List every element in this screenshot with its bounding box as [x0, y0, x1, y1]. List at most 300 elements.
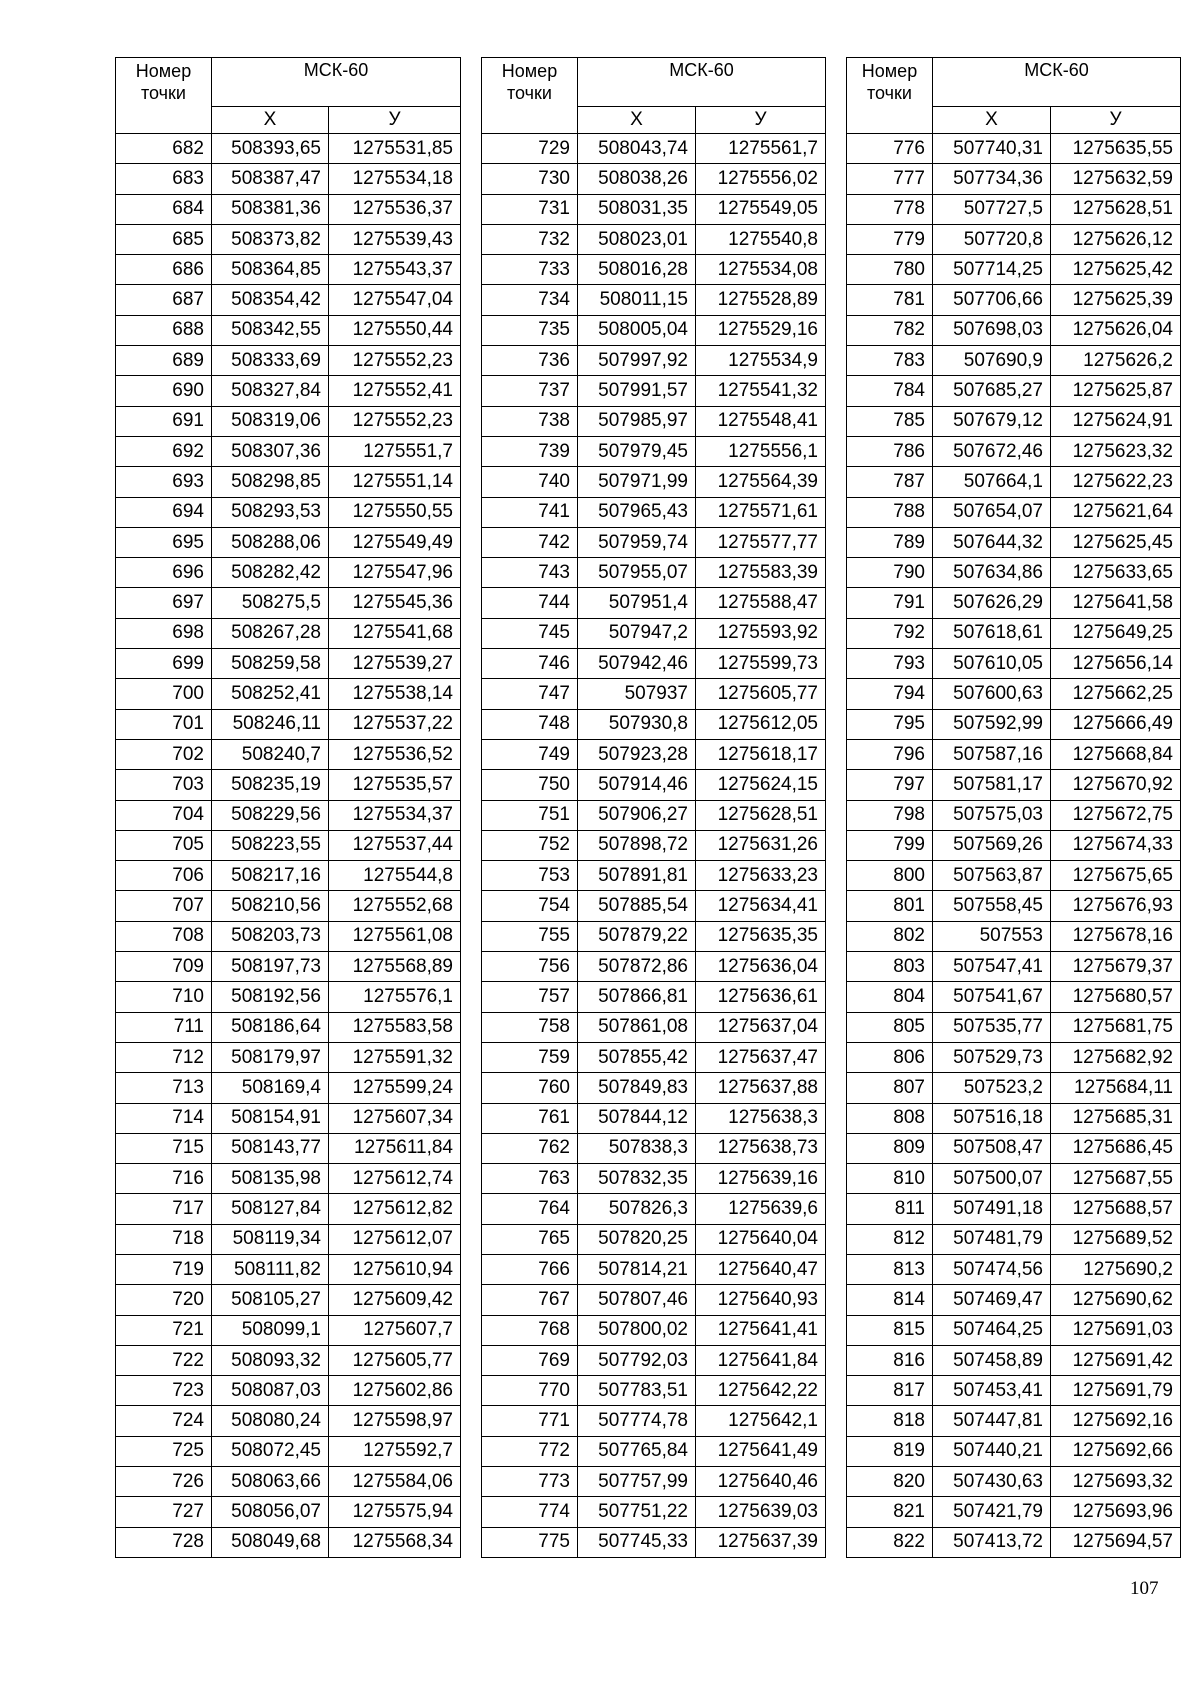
point-number-cell: 790: [847, 558, 933, 588]
y-coordinate-cell: 1275691,79: [1051, 1376, 1181, 1406]
point-number-cell: 731: [482, 194, 578, 224]
page-number: 107: [1130, 1578, 1159, 1599]
point-number-cell: 806: [847, 1042, 933, 1072]
point-number-cell: 689: [116, 346, 212, 376]
x-coordinate-cell: 507581,17: [933, 770, 1051, 800]
x-coordinate-cell: 508135,98: [212, 1164, 329, 1194]
table-row: [482, 527, 826, 557]
x-coordinate-cell: 508342,55: [212, 315, 329, 345]
point-number-cell: 821: [847, 1497, 933, 1527]
y-coordinate-cell: 1275534,08: [696, 255, 826, 285]
table-row: [116, 618, 461, 648]
y-coordinate-cell: 1275640,04: [696, 1224, 826, 1254]
y-coordinate-cell: 1275637,39: [696, 1527, 826, 1557]
point-number-cell: 711: [116, 1012, 212, 1042]
y-coordinate-cell: 1275541,68: [329, 618, 461, 648]
point-number-cell: 740: [482, 467, 578, 497]
y-coordinate-cell: 1275547,96: [329, 558, 461, 588]
x-coordinate-cell: 507523,2: [933, 1073, 1051, 1103]
y-coordinate-cell: 1275637,88: [696, 1073, 826, 1103]
coordinate-system-header: МСК-60: [933, 58, 1181, 107]
x-coordinate-cell: 508327,84: [212, 376, 329, 406]
y-coordinate-cell: 1275640,47: [696, 1254, 826, 1284]
point-number-cell: 754: [482, 891, 578, 921]
x-coordinate-cell: 508192,56: [212, 982, 329, 1012]
point-number-cell: 771: [482, 1406, 578, 1436]
table-row: [847, 1467, 1181, 1497]
point-number-cell: 795: [847, 709, 933, 739]
y-coordinate-cell: 1275556,02: [696, 164, 826, 194]
y-coordinate-cell: 1275684,11: [1051, 1073, 1181, 1103]
x-coordinate-cell: 507947,2: [578, 618, 696, 648]
y-coordinate-cell: 1275536,52: [329, 739, 461, 769]
point-number-cell: 722: [116, 1345, 212, 1375]
x-coordinate-cell: 507765,84: [578, 1436, 696, 1466]
y-coordinate-cell: 1275635,55: [1051, 134, 1181, 164]
x-coordinate-cell: 508364,85: [212, 255, 329, 285]
x-coordinate-cell: 507923,28: [578, 739, 696, 769]
x-coordinate-cell: 508016,28: [578, 255, 696, 285]
point-number-cell: 811: [847, 1194, 933, 1224]
x-coordinate-cell: 507745,33: [578, 1527, 696, 1557]
table-row: [847, 194, 1181, 224]
table-row: [482, 558, 826, 588]
point-number-cell: 750: [482, 770, 578, 800]
x-coordinate-cell: 508393,65: [212, 134, 329, 164]
table-row: [482, 1012, 826, 1042]
x-coordinate-cell: 507807,46: [578, 1285, 696, 1315]
table-row: [847, 1103, 1181, 1133]
x-coordinate-cell: 508217,16: [212, 861, 329, 891]
table-row: [116, 739, 461, 769]
x-coordinate-cell: 508197,73: [212, 952, 329, 982]
x-coordinate-cell: 507469,47: [933, 1285, 1051, 1315]
table-row: [116, 709, 461, 739]
table-row: [116, 1406, 461, 1436]
point-number-cell: 741: [482, 497, 578, 527]
x-coordinate-cell: 507569,26: [933, 830, 1051, 860]
y-coordinate-cell: 1275672,75: [1051, 800, 1181, 830]
y-coordinate-cell: 1275675,65: [1051, 861, 1181, 891]
y-coordinate-cell: 1275621,64: [1051, 497, 1181, 527]
x-coordinate-cell: 507714,25: [933, 255, 1051, 285]
point-number-cell: 700: [116, 679, 212, 709]
point-number-cell: 685: [116, 224, 212, 254]
point-number-cell: 769: [482, 1345, 578, 1375]
y-coordinate-cell: 1275641,41: [696, 1315, 826, 1345]
point-number-cell: 745: [482, 618, 578, 648]
table-row: [847, 679, 1181, 709]
point-number-cell: 800: [847, 861, 933, 891]
point-number-cell: 785: [847, 406, 933, 436]
point-number-cell: 691: [116, 406, 212, 436]
x-coordinate-cell: 508259,58: [212, 649, 329, 679]
x-coordinate-cell: 507690,9: [933, 346, 1051, 376]
x-coordinate-cell: 508119,34: [212, 1224, 329, 1254]
point-number-cell: 699: [116, 649, 212, 679]
y-coordinate-cell: 1275593,92: [696, 618, 826, 648]
x-coordinate-cell: 508282,42: [212, 558, 329, 588]
point-number-cell: 789: [847, 527, 933, 557]
point-number-cell: 813: [847, 1254, 933, 1284]
table-row: [847, 134, 1181, 164]
x-coordinate-cell: 507618,61: [933, 618, 1051, 648]
table-row: [116, 164, 461, 194]
x-coordinate-cell: 507458,89: [933, 1345, 1051, 1375]
point-number-cell: 697: [116, 588, 212, 618]
x-coordinate-cell: 507942,46: [578, 649, 696, 679]
y-coordinate-cell: 1275641,49: [696, 1436, 826, 1466]
x-coordinate-cell: 508252,41: [212, 679, 329, 709]
point-number-cell: 794: [847, 679, 933, 709]
table-row: [116, 134, 461, 164]
table-row: [847, 861, 1181, 891]
table-row: [482, 649, 826, 679]
point-number-cell: 765: [482, 1224, 578, 1254]
point-number-cell: 782: [847, 315, 933, 345]
y-coordinate-cell: 1275548,41: [696, 406, 826, 436]
point-number-cell: 733: [482, 255, 578, 285]
y-coordinate-cell: 1275642,22: [696, 1376, 826, 1406]
y-coordinate-cell: 1275607,34: [329, 1103, 461, 1133]
x-coordinate-cell: 507516,18: [933, 1103, 1051, 1133]
point-number-cell: 727: [116, 1497, 212, 1527]
table-row: [482, 1497, 826, 1527]
point-number-cell: 719: [116, 1254, 212, 1284]
table-row: [482, 618, 826, 648]
y-coordinate-cell: 1275538,14: [329, 679, 461, 709]
x-coordinate-cell: 507575,03: [933, 800, 1051, 830]
table-row: [847, 952, 1181, 982]
table-row: [482, 436, 826, 466]
x-coordinate-cell: 508127,84: [212, 1194, 329, 1224]
y-coordinate-cell: 1275576,1: [329, 982, 461, 1012]
point-number-cell: 798: [847, 800, 933, 830]
table-row: [116, 952, 461, 982]
header-row: [847, 58, 1181, 107]
table-row: [847, 406, 1181, 436]
x-coordinate-cell: 508298,85: [212, 467, 329, 497]
y-coordinate-cell: 1275633,23: [696, 861, 826, 891]
table-row: [482, 346, 826, 376]
table-header: [482, 58, 826, 134]
y-coordinate-cell: 1275609,42: [329, 1285, 461, 1315]
table-row: [116, 830, 461, 860]
point-number-cell: 814: [847, 1285, 933, 1315]
point-number-cell: 747: [482, 679, 578, 709]
table-row: [847, 891, 1181, 921]
point-number-header: Номер точки: [482, 58, 578, 134]
y-coordinate-cell: 1275639,6: [696, 1194, 826, 1224]
y-coordinate-cell: 1275561,08: [329, 921, 461, 951]
point-number-cell: 793: [847, 649, 933, 679]
table-row: [482, 285, 826, 315]
y-coordinate-cell: 1275628,51: [1051, 194, 1181, 224]
table-row: [482, 134, 826, 164]
x-coordinate-cell: 507634,86: [933, 558, 1051, 588]
point-number-cell: 728: [116, 1527, 212, 1557]
y-coordinate-cell: 1275536,37: [329, 194, 461, 224]
y-coordinate-cell: 1275680,57: [1051, 982, 1181, 1012]
table-row: [847, 1073, 1181, 1103]
table-row: [482, 194, 826, 224]
point-number-cell: 715: [116, 1133, 212, 1163]
x-column-header: X: [578, 107, 696, 134]
y-coordinate-cell: 1275552,23: [329, 406, 461, 436]
x-coordinate-cell: 507906,27: [578, 800, 696, 830]
table-row: [847, 467, 1181, 497]
y-coordinate-cell: 1275568,34: [329, 1527, 461, 1557]
point-number-cell: 716: [116, 1164, 212, 1194]
coordinates-table-2: [481, 57, 826, 1558]
table-row: [847, 164, 1181, 194]
x-coordinate-cell: 508319,06: [212, 406, 329, 436]
point-number-cell: 734: [482, 285, 578, 315]
x-coordinate-cell: 507430,63: [933, 1467, 1051, 1497]
table-row: [482, 1406, 826, 1436]
table-row: [482, 406, 826, 436]
x-coordinate-cell: 507672,46: [933, 436, 1051, 466]
point-number-cell: 788: [847, 497, 933, 527]
x-coordinate-cell: 507844,12: [578, 1103, 696, 1133]
x-coordinate-cell: 508307,36: [212, 436, 329, 466]
point-number-cell: 696: [116, 558, 212, 588]
table-row: [847, 1164, 1181, 1194]
x-coordinate-cell: 508049,68: [212, 1527, 329, 1557]
table-row: [116, 315, 461, 345]
point-number-header: Номер точки: [847, 58, 933, 134]
table-row: [482, 1436, 826, 1466]
x-coordinate-cell: 508099,1: [212, 1315, 329, 1345]
y-coordinate-cell: 1275584,06: [329, 1467, 461, 1497]
x-coordinate-cell: 508105,27: [212, 1285, 329, 1315]
x-coordinate-cell: 508023,01: [578, 224, 696, 254]
point-number-cell: 736: [482, 346, 578, 376]
table-row: [482, 588, 826, 618]
point-number-cell: 815: [847, 1315, 933, 1345]
table-row: [116, 1194, 461, 1224]
x-coordinate-cell: 507474,56: [933, 1254, 1051, 1284]
table-row: [847, 1224, 1181, 1254]
y-coordinate-cell: 1275638,3: [696, 1103, 826, 1133]
point-number-cell: 762: [482, 1133, 578, 1163]
point-number-cell: 748: [482, 709, 578, 739]
y-coordinate-cell: 1275632,59: [1051, 164, 1181, 194]
coordinate-system-header: МСК-60: [578, 58, 826, 107]
table-row: [847, 436, 1181, 466]
x-coordinate-cell: 507820,25: [578, 1224, 696, 1254]
x-coordinate-cell: 507491,18: [933, 1194, 1051, 1224]
point-number-cell: 709: [116, 952, 212, 982]
table-row: [116, 1073, 461, 1103]
point-number-cell: 717: [116, 1194, 212, 1224]
table-row: [482, 1103, 826, 1133]
x-coordinate-cell: 507991,57: [578, 376, 696, 406]
y-coordinate-cell: 1275640,46: [696, 1467, 826, 1497]
x-coordinate-cell: 507861,08: [578, 1012, 696, 1042]
table-row: [847, 1345, 1181, 1375]
x-coordinate-cell: 507547,41: [933, 952, 1051, 982]
y-coordinate-cell: 1275561,7: [696, 134, 826, 164]
point-number-cell: 792: [847, 618, 933, 648]
point-number-cell: 797: [847, 770, 933, 800]
y-coordinate-cell: 1275551,7: [329, 436, 461, 466]
point-number-cell: 764: [482, 1194, 578, 1224]
x-coordinate-cell: 507866,81: [578, 982, 696, 1012]
y-coordinate-cell: 1275626,2: [1051, 346, 1181, 376]
y-coordinate-cell: 1275588,47: [696, 588, 826, 618]
x-coordinate-cell: 507720,8: [933, 224, 1051, 254]
y-coordinate-cell: 1275535,57: [329, 770, 461, 800]
x-coordinate-cell: 507783,51: [578, 1376, 696, 1406]
y-coordinate-cell: 1275539,43: [329, 224, 461, 254]
table-row: [847, 739, 1181, 769]
point-number-cell: 687: [116, 285, 212, 315]
table-row: [116, 527, 461, 557]
table-row: [847, 1527, 1181, 1557]
y-coordinate-cell: 1275549,05: [696, 194, 826, 224]
point-number-cell: 749: [482, 739, 578, 769]
x-coordinate-cell: 508373,82: [212, 224, 329, 254]
x-coordinate-cell: 508186,64: [212, 1012, 329, 1042]
point-number-cell: 802: [847, 921, 933, 951]
x-coordinate-cell: 507879,22: [578, 921, 696, 951]
point-number-cell: 758: [482, 1012, 578, 1042]
point-number-cell: 805: [847, 1012, 933, 1042]
table-row: [116, 891, 461, 921]
table-body: [847, 134, 1181, 1558]
x-coordinate-cell: 507937: [578, 679, 696, 709]
point-number-cell: 739: [482, 436, 578, 466]
table-row: [116, 1285, 461, 1315]
coordinates-table-1: [115, 57, 461, 1558]
table-row: [482, 497, 826, 527]
y-coordinate-cell: 1275547,04: [329, 285, 461, 315]
y-coordinate-cell: 1275624,91: [1051, 406, 1181, 436]
x-coordinate-cell: 508275,5: [212, 588, 329, 618]
table-row: [482, 891, 826, 921]
y-column-header: У: [696, 107, 826, 134]
x-coordinate-cell: 507885,54: [578, 891, 696, 921]
table-row: [482, 1467, 826, 1497]
point-number-cell: 784: [847, 376, 933, 406]
x-column-header: X: [933, 107, 1051, 134]
y-coordinate-cell: 1275592,7: [329, 1436, 461, 1466]
point-number-cell: 684: [116, 194, 212, 224]
y-coordinate-cell: 1275624,15: [696, 770, 826, 800]
x-coordinate-cell: 508179,97: [212, 1042, 329, 1072]
point-number-cell: 710: [116, 982, 212, 1012]
table-row: [847, 588, 1181, 618]
x-coordinate-cell: 507535,77: [933, 1012, 1051, 1042]
x-coordinate-cell: 507965,43: [578, 497, 696, 527]
x-coordinate-cell: 508093,32: [212, 1345, 329, 1375]
point-number-cell: 698: [116, 618, 212, 648]
x-coordinate-cell: 507553: [933, 921, 1051, 951]
y-coordinate-cell: 1275637,04: [696, 1012, 826, 1042]
y-coordinate-cell: 1275544,8: [329, 861, 461, 891]
point-number-cell: 778: [847, 194, 933, 224]
y-coordinate-cell: 1275626,04: [1051, 315, 1181, 345]
x-coordinate-cell: 507600,63: [933, 679, 1051, 709]
table-row: [847, 1376, 1181, 1406]
x-coordinate-cell: 507734,36: [933, 164, 1051, 194]
y-column-header: У: [1051, 107, 1181, 134]
table-row: [847, 1406, 1181, 1436]
point-number-cell: 713: [116, 1073, 212, 1103]
y-coordinate-cell: 1275543,37: [329, 255, 461, 285]
y-coordinate-cell: 1275668,84: [1051, 739, 1181, 769]
y-coordinate-cell: 1275625,39: [1051, 285, 1181, 315]
table-row: [847, 1285, 1181, 1315]
x-coordinate-cell: 508267,28: [212, 618, 329, 648]
x-coordinate-cell: 507508,47: [933, 1133, 1051, 1163]
point-number-cell: 808: [847, 1103, 933, 1133]
point-number-cell: 753: [482, 861, 578, 891]
x-coordinate-cell: 508246,11: [212, 709, 329, 739]
y-coordinate-cell: 1275635,35: [696, 921, 826, 951]
x-coordinate-cell: 507838,3: [578, 1133, 696, 1163]
y-coordinate-cell: 1275694,57: [1051, 1527, 1181, 1557]
x-coordinate-cell: 508056,07: [212, 1497, 329, 1527]
x-coordinate-cell: 507440,21: [933, 1436, 1051, 1466]
x-coordinate-cell: 507959,74: [578, 527, 696, 557]
y-coordinate-cell: 1275638,73: [696, 1133, 826, 1163]
table-row: [116, 285, 461, 315]
point-number-cell: 707: [116, 891, 212, 921]
x-coordinate-cell: 507706,66: [933, 285, 1051, 315]
y-coordinate-cell: 1275690,2: [1051, 1254, 1181, 1284]
x-coordinate-cell: 508043,74: [578, 134, 696, 164]
y-coordinate-cell: 1275618,17: [696, 739, 826, 769]
table-row: [116, 346, 461, 376]
point-number-cell: 735: [482, 315, 578, 345]
y-coordinate-cell: 1275571,61: [696, 497, 826, 527]
table-row: [116, 1254, 461, 1284]
x-coordinate-cell: 508354,42: [212, 285, 329, 315]
x-coordinate-cell: 507664,1: [933, 467, 1051, 497]
table-row: [116, 406, 461, 436]
table-row: [482, 1285, 826, 1315]
x-coordinate-cell: 508203,73: [212, 921, 329, 951]
y-coordinate-cell: 1275545,36: [329, 588, 461, 618]
point-number-cell: 718: [116, 1224, 212, 1254]
x-coordinate-cell: 507587,16: [933, 739, 1051, 769]
x-coordinate-cell: 507654,07: [933, 497, 1051, 527]
point-number-cell: 723: [116, 1376, 212, 1406]
point-number-cell: 694: [116, 497, 212, 527]
x-coordinate-cell: 508011,15: [578, 285, 696, 315]
table-header: [847, 58, 1181, 134]
y-coordinate-cell: 1275575,94: [329, 1497, 461, 1527]
point-number-cell: 759: [482, 1042, 578, 1072]
y-coordinate-cell: 1275693,32: [1051, 1467, 1181, 1497]
table-row: [482, 861, 826, 891]
table-row: [116, 194, 461, 224]
point-number-cell: 796: [847, 739, 933, 769]
table-row: [116, 558, 461, 588]
x-coordinate-cell: 508333,69: [212, 346, 329, 376]
table-row: [482, 315, 826, 345]
table-row: [482, 1194, 826, 1224]
point-number-cell: 804: [847, 982, 933, 1012]
point-number-cell: 701: [116, 709, 212, 739]
y-coordinate-cell: 1275637,47: [696, 1042, 826, 1072]
x-coordinate-cell: 507774,78: [578, 1406, 696, 1436]
x-coordinate-cell: 507891,81: [578, 861, 696, 891]
point-number-cell: 799: [847, 830, 933, 860]
x-coordinate-cell: 508229,56: [212, 800, 329, 830]
